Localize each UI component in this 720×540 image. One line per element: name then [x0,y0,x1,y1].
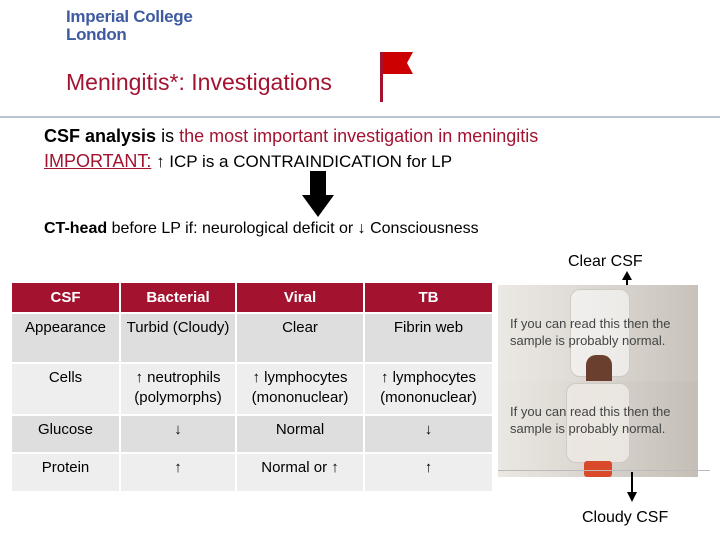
hand-shape [586,355,612,381]
slide-header [0,0,720,118]
table-row [12,313,492,363]
csf-analysis-bold: CSF analysis [44,126,157,146]
ct-head-text: before LP if: neurological deficit or ↓ Consciousness [107,220,479,237]
col-header-viral: Viral [236,283,364,313]
cloudy-csf-photo [498,381,698,477]
ct-head-bold: CT-head [44,220,108,237]
table-row [12,415,492,453]
table-cell: ↓ [120,415,236,453]
clear-caption-line-2: sample is probably normal. [510,333,666,348]
row-label-appearance: Appearance [12,313,120,363]
csf-analysis-mid: is [156,126,180,146]
contraindication-text: ↑ ICP is a CONTRAINDICATION for LP [151,152,453,171]
table-header-row [12,283,492,313]
cloudy-caption-line-1: If you can read this then the [510,404,671,419]
photo-divider [498,470,710,471]
cloudy-caption-line-2: sample is probably normal. [510,421,666,436]
clear-csf-label: Clear CSF [568,253,643,270]
table-cell: ↑ neutrophils (polymorphs) [120,363,236,415]
csf-comparison-table [12,283,492,491]
clear-caption-line-1: If you can read this then the [510,316,671,331]
row-label-protein: Protein [12,453,120,491]
slide-title: Meningitis*: Investigations [66,69,332,95]
logo-line-2: London [66,25,127,44]
header-divider [0,116,720,118]
logo-line-1: Imperial College [66,7,193,26]
clear-csf-photo [498,285,698,381]
col-header-csf: CSF [12,283,120,313]
important-label: IMPORTANT: [44,151,152,171]
ct-head-statement [44,220,479,238]
csf-analysis-statement [44,126,538,147]
college-logo [66,8,193,44]
row-label-cells: Cells [12,363,120,415]
down-arrow-small-icon [627,472,637,502]
csf-analysis-red: the most important investigation in meningitis [179,126,539,146]
col-header-tb: TB [364,283,492,313]
table-row [12,363,492,415]
table-cell: ↑ [120,453,236,491]
contraindication-statement [44,151,452,172]
table-cell: ↑ lymphocytes (mononuclear) [364,363,492,415]
table-cell: Normal or ↑ [236,453,364,491]
down-arrow-icon [302,171,334,217]
row-label-glucose: Glucose [12,415,120,453]
table-cell: Clear [236,313,364,363]
table-cell: ↓ [364,415,492,453]
table-cell: ↑ [364,453,492,491]
table-cell: Normal [236,415,364,453]
flag-icon [383,52,413,74]
csf-sample-photo [498,285,698,477]
table-cell: Turbid (Cloudy) [120,313,236,363]
cloudy-csf-label: Cloudy CSF [582,509,669,526]
table-cell: ↑ lymphocytes (mononuclear) [236,363,364,415]
bottle-cap [584,461,612,477]
col-header-bacterial: Bacterial [120,283,236,313]
table-row [12,453,492,491]
table-cell: Fibrin web [364,313,492,363]
